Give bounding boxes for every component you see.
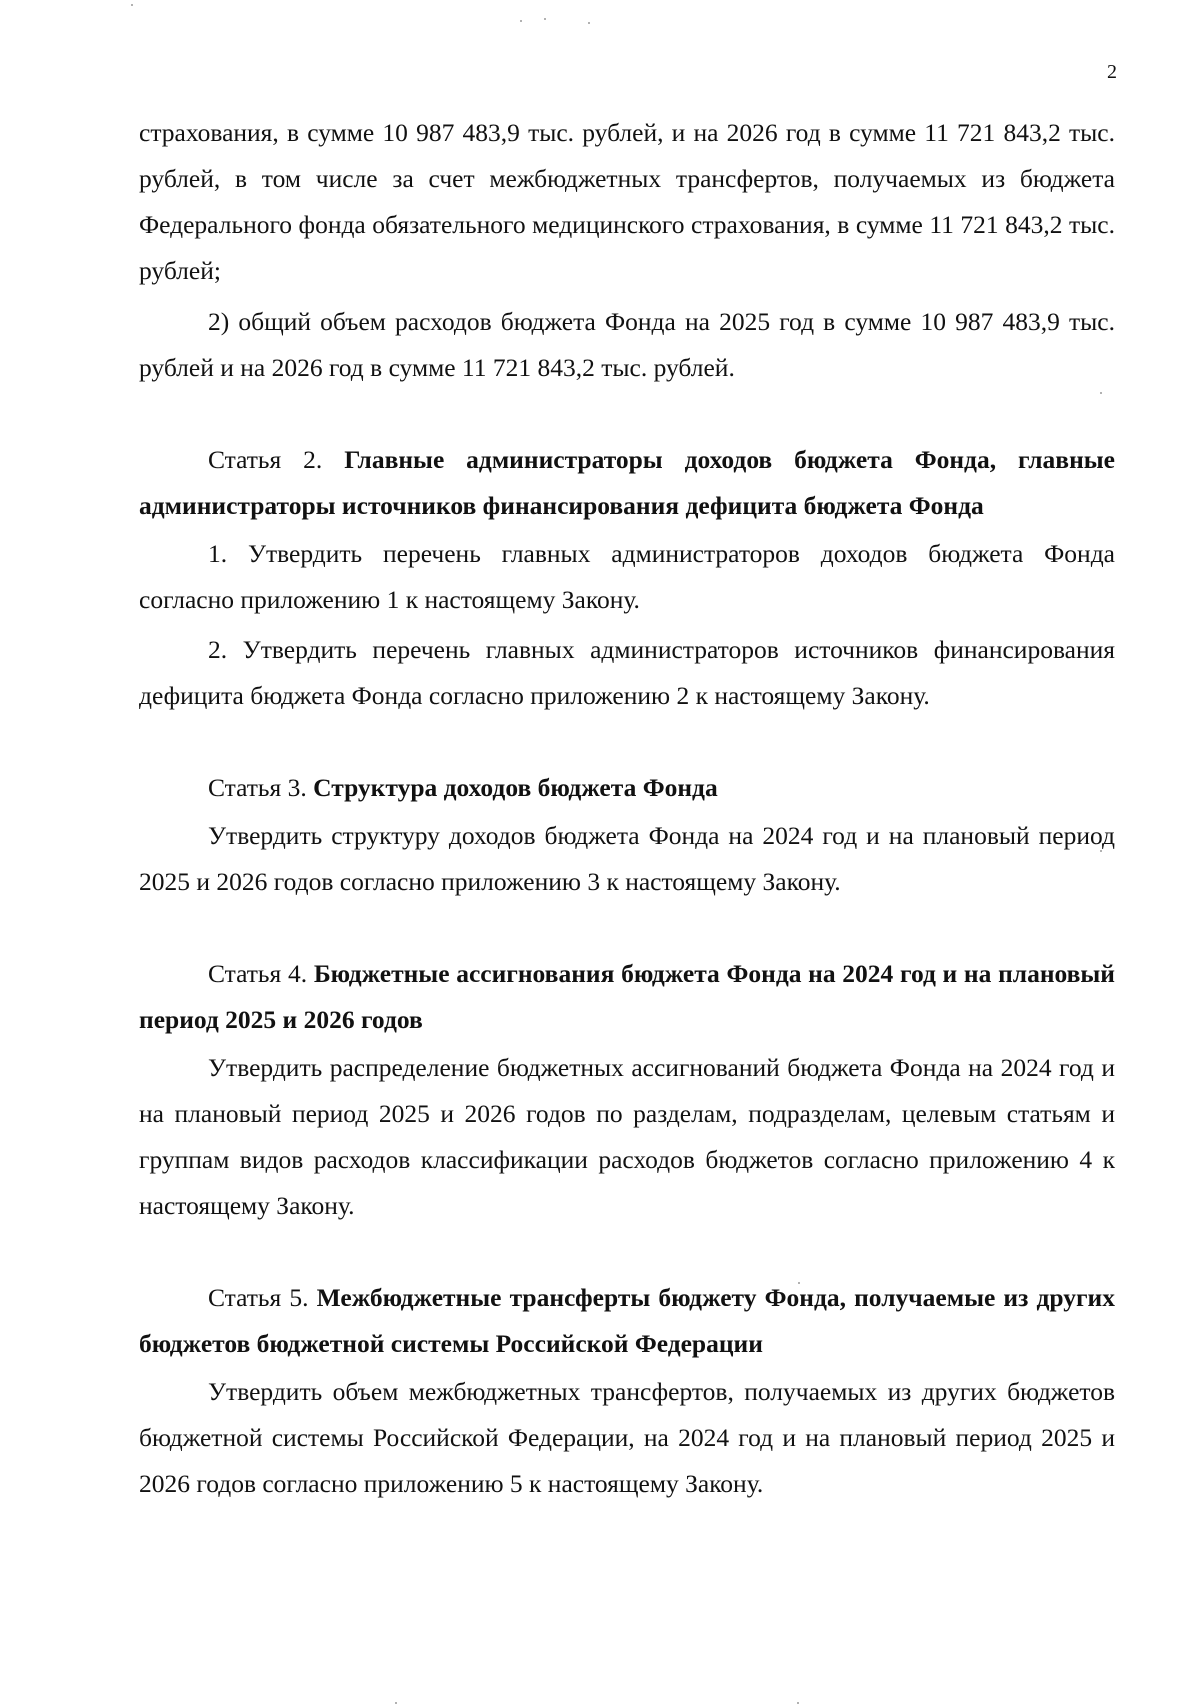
scan-speck [131, 4, 133, 6]
article-body [139, 813, 1115, 905]
article-3 [139, 765, 1115, 905]
article-title: Главные администраторы доходов бюджета Фонда, главные администраторы источников финансирования дефицита бюджета Фонда [139, 445, 1115, 520]
article-paragraph: 1. Утвердить перечень главных администраторов доходов бюджета Фонда согласно приложению 1 к настоящему Закону. [139, 539, 1115, 614]
scan-speck [797, 1702, 799, 1704]
article-heading [139, 1275, 1115, 1367]
page-number: 2 [1107, 61, 1117, 83]
scan-speck [588, 22, 590, 24]
article-heading [139, 951, 1115, 1043]
article-title: Структура доходов бюджета Фонда [313, 773, 718, 802]
article-number: Статья 5. [208, 1283, 309, 1312]
article-2 [139, 437, 1115, 719]
article-body [139, 1369, 1115, 1507]
article-paragraph: Утвердить распределение бюджетных ассигнований бюджета Фонда на 2024 год и на плановый период 2025 и 2026 годов по разделам, подразделам, целевым статьям и группам видов расходов классификации расходов бюджетов согласно приложению 4 к настоящему Закону. [139, 1053, 1115, 1220]
article-heading [139, 765, 1115, 811]
article-paragraph: Утвердить объем межбюджетных трансфертов, получаемых из других бюджетов бюджетной системы Российской Федерации, на 2024 год и на плановый период 2025 и 2026 годов согласно приложению 5 к настоящему Закону. [139, 1377, 1115, 1498]
article-body [139, 1045, 1115, 1229]
article-4 [139, 951, 1115, 1229]
article-number: Статья 3. [208, 773, 307, 802]
article-5 [139, 1275, 1115, 1507]
article-number: Статья 4. [208, 959, 308, 988]
article-title: Межбюджетные трансферты бюджету Фонда, получаемые из других бюджетов бюджетной системы Российской Федерации [139, 1283, 1115, 1358]
scan-speck [395, 1702, 397, 1704]
article-number: Статья 2. [208, 445, 323, 474]
scan-speck [544, 18, 546, 20]
intro-paragraph-1: страхования, в сумме 10 987 483,9 тыс. рублей, и на 2026 год в сумме 11 721 843,2 тыс. рублей, в том числе за счет межбюджетных трансфертов, получаемых из бюджета Федерального фонда обязательного медицинского страхования, в сумме 11 721 843,2 тыс. рублей; [139, 118, 1115, 285]
scan-speck [520, 20, 522, 22]
article-title: Бюджетные ассигнования бюджета Фонда на 2024 год и на плановый период 2025 и 2026 годов [139, 959, 1115, 1034]
article-paragraph: 2. Утвердить перечень главных администраторов источников финансирования дефицита бюджета Фонда согласно приложению 2 к настоящему Закону. [139, 635, 1115, 710]
intro-paragraph-2: 2) общий объем расходов бюджета Фонда на 2025 год в сумме 10 987 483,9 тыс. рублей и на 2026 год в сумме 11 721 843,2 тыс. рублей. [139, 307, 1115, 382]
article-body [139, 531, 1115, 719]
article-heading [139, 437, 1115, 529]
document-body [139, 110, 1115, 1507]
article-paragraph: Утвердить структуру доходов бюджета Фонда на 2024 год и на плановый период 2025 и 2026 годов согласно приложению 3 к настоящему Закону. [139, 821, 1115, 896]
